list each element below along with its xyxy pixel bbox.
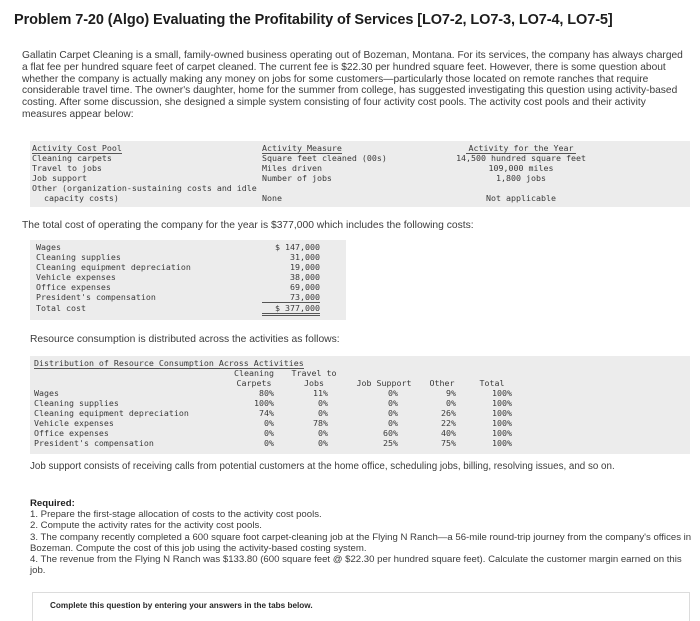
dist-value: 11%: [313, 388, 328, 398]
activity-pool-table: [30, 141, 690, 207]
dist-row-president-compensation-label: President's compensation: [34, 438, 154, 448]
dist-value: 100%: [254, 398, 274, 408]
dist-value: 60%: [383, 428, 398, 438]
distribution-table-title: Distribution of Resource Consumption Across Activities: [34, 358, 304, 368]
measure-jobs: Number of jobs: [262, 173, 332, 183]
required-title: Required:: [30, 498, 75, 509]
required-item-3: 3. The company recently completed a 600 square foot carpet-cleaning job at the Flying N Ranch—a 56-mile round-trip journey from the company's offices in Bozeman. Compute the cost of this job using the activity-based costing system.: [30, 531, 692, 554]
cost-value-cleaning-supplies: 31,000: [290, 252, 320, 262]
dist-value: 0%: [318, 428, 328, 438]
intro-paragraph: Gallatin Carpet Cleaning is a small, family-owned business operating out of Bozeman, Montana. For its services, the company has always charged a flat fee per hundred square feet of carpet cleaned. The current fee is $22.30 per hundred square feet. However, there is some question about whether the company is actually making any money on jobs for some customers—particularly those located on remote ranches that require considerable travel time. The owner's daughter, home for the summer from college, has suggested investigating this question using activity-based costing. After some discussion, she designed a simple system consisting of four activity cost pools. The activity cost pools and their activity measures appear below:: [22, 50, 683, 120]
page-title: Problem 7-20 (Algo) Evaluating the Profitability of Services [LO7-2, LO7-3, LO7-4, LO7-5]: [14, 12, 613, 28]
dist-value: 0%: [388, 398, 398, 408]
total-cost-sentence: The total cost of operating the company for the year is $377,000 which includes the following costs:: [22, 220, 474, 231]
cost-label-president-compensation: President's compensation: [36, 292, 156, 302]
dist-row-vehicle-expenses-label: Vehicle expenses: [34, 418, 114, 428]
cost-label-equipment-depreciation: Cleaning equipment depreciation: [36, 262, 191, 272]
col-travel-line1: Travel to: [291, 368, 337, 378]
dist-value: 0%: [388, 408, 398, 418]
dist-value: 78%: [313, 418, 328, 428]
header-activity-measure: Activity Measure: [262, 143, 342, 153]
col-cleaning-line2: Carpets: [236, 378, 272, 388]
cost-label-cleaning-supplies: Cleaning supplies: [36, 252, 121, 262]
cost-label-wages: Wages: [36, 242, 61, 252]
activity-not-applicable: Not applicable: [486, 193, 556, 203]
dist-value: 9%: [446, 388, 456, 398]
dist-value: 0%: [318, 408, 328, 418]
required-item-2: 2. Compute the activity rates for the activity cost pools.: [30, 520, 262, 532]
dist-value: 0%: [264, 438, 274, 448]
cost-label-total: Total cost: [36, 303, 86, 313]
cost-value-wages: $ 147,000: [275, 242, 320, 252]
dist-value: 80%: [259, 388, 274, 398]
col-cleaning-line1: Cleaning: [234, 368, 274, 378]
cost-label-office-expenses: Office expenses: [36, 282, 111, 292]
cost-value-president-compensation: 73,000: [262, 292, 320, 303]
pool-cleaning-carpets: Cleaning carpets: [32, 153, 112, 163]
col-total: Total: [479, 378, 505, 388]
cost-label-vehicle-expenses: Vehicle expenses: [36, 272, 116, 282]
dist-value: 40%: [441, 428, 456, 438]
dist-value: 22%: [441, 418, 456, 428]
dist-value: 100%: [492, 398, 512, 408]
measure-none: None: [262, 193, 282, 203]
activity-jobs: 1,800 jobs: [496, 173, 546, 183]
dist-value: 100%: [492, 388, 512, 398]
dist-value: 0%: [264, 428, 274, 438]
dist-row-cleaning-supplies-label: Cleaning supplies: [34, 398, 119, 408]
dist-row-office-expenses-label: Office expenses: [34, 428, 109, 438]
dist-value: 0%: [318, 398, 328, 408]
activity-square-feet: 14,500 hundred square feet: [456, 153, 586, 163]
dist-value: 100%: [492, 438, 512, 448]
dist-value: 0%: [388, 418, 398, 428]
cost-value-office-expenses: 69,000: [290, 282, 320, 292]
pool-other: Other (organization-sustaining costs and idle: [32, 183, 257, 193]
required-section: [30, 498, 694, 576]
header-activity-cost-pool: Activity Cost Pool: [32, 143, 122, 153]
dist-value: 0%: [318, 438, 328, 448]
dist-row-equipment-depreciation-label: Cleaning equipment depreciation: [34, 408, 189, 418]
required-item-4: 4. The revenue from the Flying N Ranch was $133.80 (600 square feet @ $22.30 per hundred square feet). Calculate the customer margin earned on this job.: [30, 554, 682, 577]
dist-value: 75%: [441, 438, 456, 448]
dist-value: 0%: [446, 398, 456, 408]
cost-value-vehicle-expenses: 38,000: [290, 272, 320, 282]
pool-other-continued: capacity costs): [44, 193, 119, 203]
distribution-table: [30, 356, 690, 454]
cost-value-equipment-depreciation: 19,000: [290, 262, 320, 272]
dist-value: 25%: [383, 438, 398, 448]
pool-job-support: Job support: [32, 173, 87, 183]
header-activity-for-year: Activity for the Year: [466, 143, 576, 154]
dist-value: 100%: [492, 428, 512, 438]
job-support-note: Job support consists of receiving calls from potential customers at the home office, scheduling jobs, billing, resolving issues, and so on.: [30, 461, 615, 472]
col-travel-line2: Jobs: [304, 378, 324, 388]
dist-value: 74%: [259, 408, 274, 418]
cost-table: [30, 240, 346, 320]
required-item-1: 1. Prepare the first-stage allocation of costs to the activity cost pools.: [30, 509, 322, 521]
dist-value: 0%: [388, 388, 398, 398]
measure-square-feet: Square feet cleaned (00s): [262, 153, 387, 163]
activity-miles: 109,000 miles: [488, 163, 554, 173]
instructions-text: Complete this question by entering your answers in the tabs below.: [50, 601, 313, 610]
distribution-sentence: Resource consumption is distributed across the activities as follows:: [30, 334, 340, 345]
pool-travel: Travel to jobs: [32, 163, 102, 173]
dist-value: 26%: [441, 408, 456, 418]
dist-row-wages-label: Wages: [34, 388, 59, 398]
col-other: Other: [429, 378, 455, 388]
dist-value: 0%: [264, 418, 274, 428]
cost-value-total: $ 377,000: [262, 303, 320, 316]
dist-value: 100%: [492, 418, 512, 428]
col-job-support: Job Support: [356, 378, 412, 388]
measure-miles: Miles driven: [262, 163, 322, 173]
dist-value: 100%: [492, 408, 512, 418]
